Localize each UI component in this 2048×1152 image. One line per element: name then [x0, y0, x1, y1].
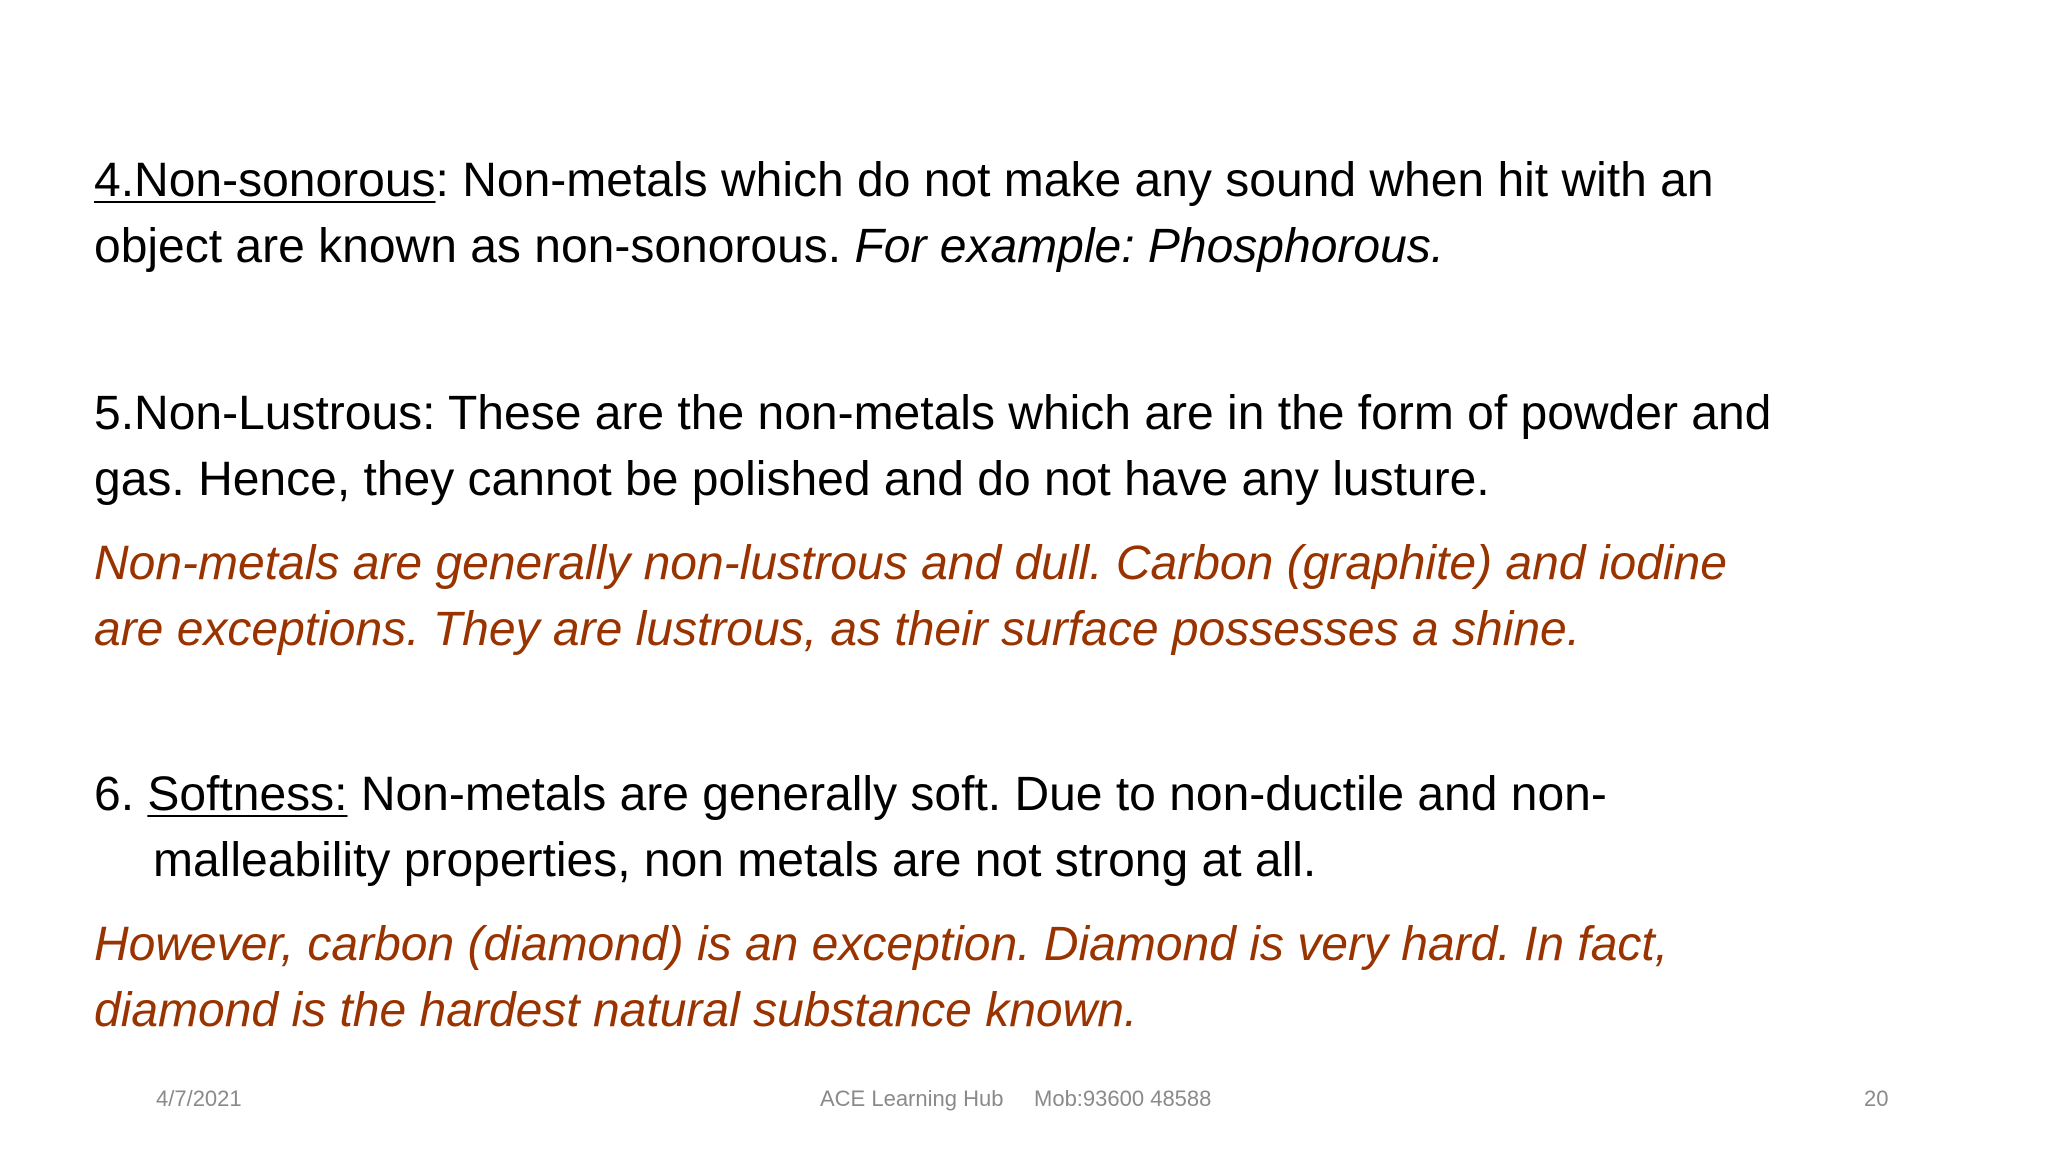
footer-date: 4/7/2021 — [156, 1086, 242, 1111]
item5-line1: 5.Non-Lustrous: These are the non-metals which are in the form of powder and — [94, 387, 1772, 440]
item6-note-line1: However, carbon (diamond) is an exception. Diamond is very hard. In fact, — [94, 918, 1669, 971]
item4-line2-text: object are known as non-sonorous. — [94, 220, 855, 273]
item6-number: 6. — [94, 768, 148, 821]
footer-page-number: 20 — [1864, 1086, 1889, 1111]
item6-line2: malleability properties, non metals are not strong at all. — [153, 834, 1317, 887]
item5-note-line1: Non-metals are generally non-lustrous and dull. Carbon (graphite) and iodine — [94, 537, 1727, 590]
item5-line2: gas. Hence, they cannot be polished and do not have any lusture. — [94, 453, 1490, 506]
item4-colon: : — [435, 154, 449, 207]
item6-note-line2: diamond is the hardest natural substance known. — [94, 984, 1138, 1037]
item4-line1-text: Non-metals which do not make any sound when hit with an — [448, 154, 1714, 207]
item6-heading: Softness: — [147, 768, 348, 821]
footer-center: ACE Learning Hub Mob:93600 48588 — [820, 1086, 1212, 1111]
item4-heading: 4.Non-sonorous — [94, 154, 436, 207]
item4-line1 — [94, 148, 1714, 214]
item4-example: For example: Phosphorous. — [854, 220, 1445, 273]
item5-note-line2: are exceptions. They are lustrous, as their surface possesses a shine. — [94, 603, 1581, 656]
item6-line1-text: Non-metals are generally soft. Due to non-ductile and non- — [347, 768, 1607, 821]
item4-line2 — [94, 214, 1444, 280]
item6-line1 — [94, 762, 1607, 828]
